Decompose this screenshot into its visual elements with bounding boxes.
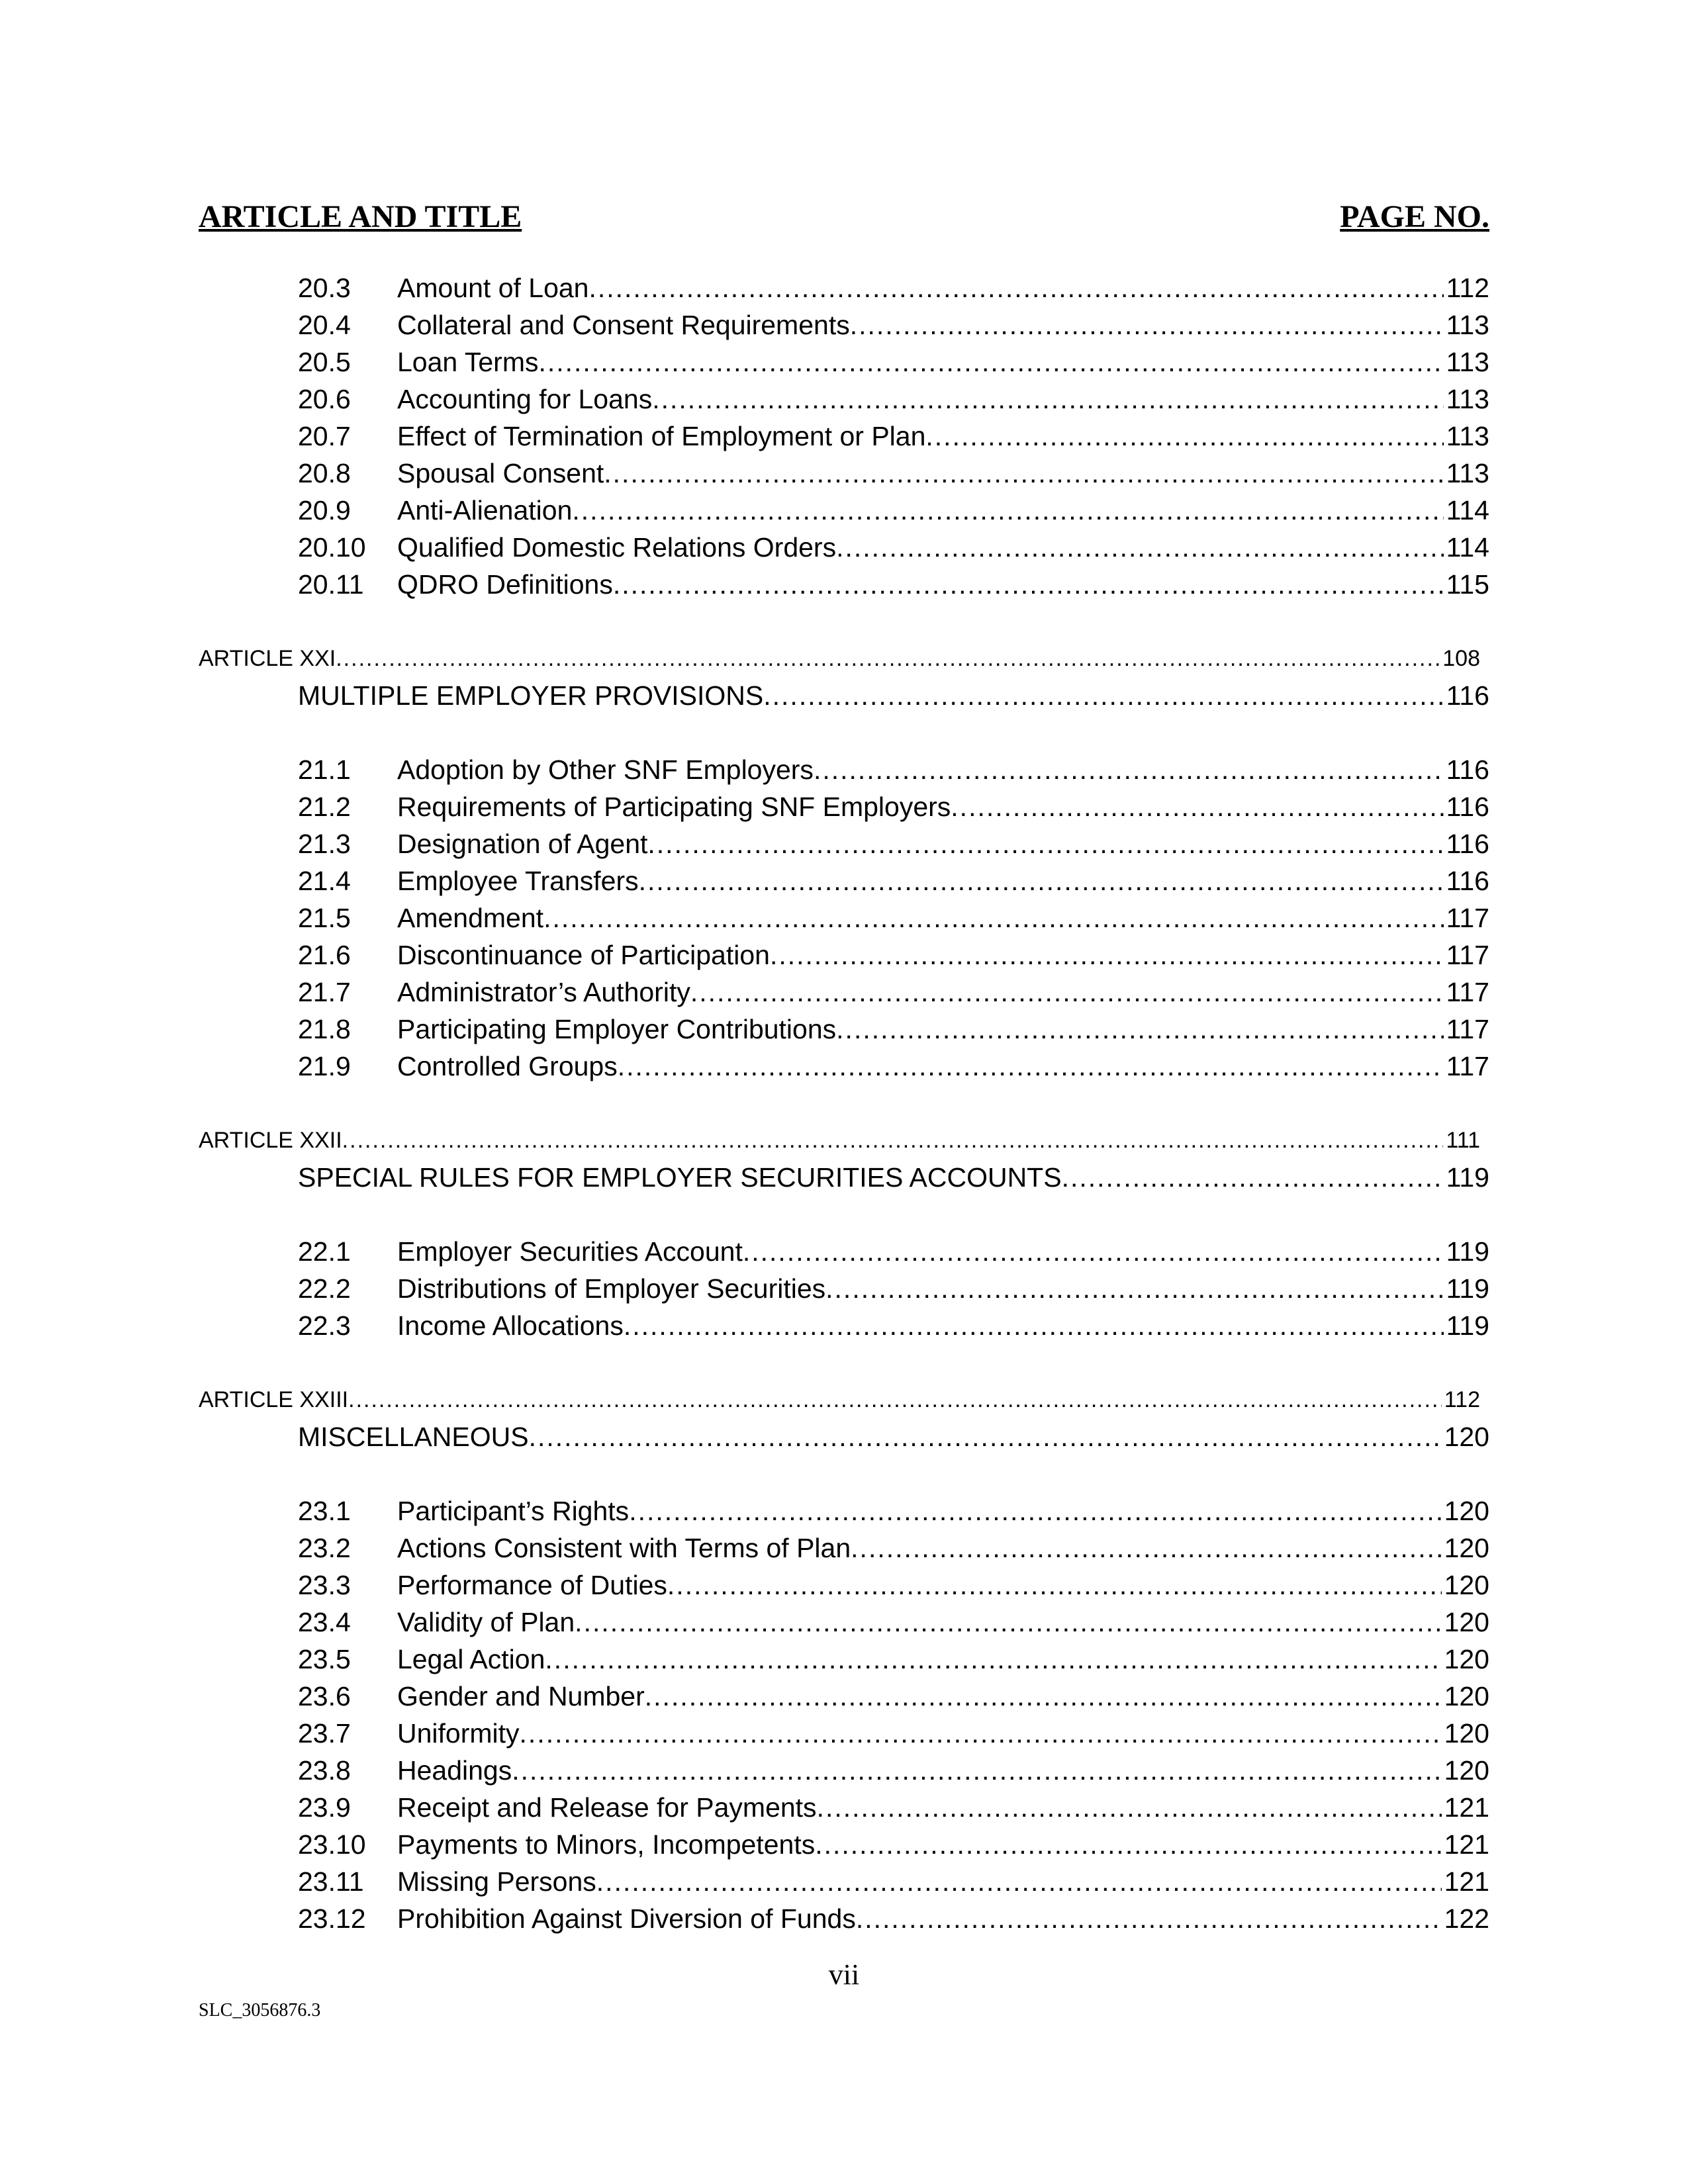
section-title: Employee Transfers	[397, 866, 639, 896]
dot-leader	[538, 344, 1443, 380]
dot-leader	[856, 1901, 1442, 1936]
toc-entry[interactable]	[298, 1604, 1489, 1640]
dot-leader	[336, 641, 1440, 676]
section-title: Spousal Consent	[397, 458, 604, 488]
section-number: 23.6	[298, 1681, 351, 1711]
document-id: SLC_3056876.3	[199, 2000, 321, 2021]
toc-entry[interactable]	[298, 567, 1489, 602]
page-number: 113	[1446, 458, 1489, 488]
dot-leader	[652, 381, 1443, 417]
page-number: 117	[1446, 1051, 1489, 1081]
page-number: 120	[1444, 1570, 1489, 1600]
page-number: 119	[1446, 1273, 1489, 1304]
dot-leader	[647, 826, 1443, 862]
section-title: Loan Terms	[397, 347, 539, 377]
toc-entry[interactable]	[298, 1678, 1489, 1714]
page-number: 121	[1444, 1866, 1489, 1897]
toc-article-title[interactable]	[298, 1160, 1489, 1195]
dot-leader	[850, 307, 1444, 343]
section-title: QDRO Definitions	[397, 569, 613, 600]
article-title: MISCELLANEOUS	[298, 1422, 529, 1452]
dot-leader	[545, 1641, 1441, 1677]
section-number: 23.10	[298, 1829, 366, 1860]
article-label: ARTICLE XXIII	[199, 1387, 349, 1412]
toc-entry[interactable]	[298, 418, 1489, 454]
toc-entry[interactable]	[298, 826, 1489, 862]
section-title: Headings	[397, 1755, 512, 1786]
toc-entry[interactable]	[298, 974, 1489, 1010]
section-title: Legal Action	[397, 1644, 545, 1674]
section-title: Amount of Loan	[397, 273, 589, 303]
section-number: 20.7	[298, 421, 351, 451]
dot-leader	[667, 1567, 1442, 1603]
page-number: 113	[1446, 310, 1489, 340]
dot-leader	[836, 529, 1444, 565]
page-number: 116	[1446, 866, 1489, 896]
section-number: 22.2	[298, 1273, 351, 1304]
page-number: 115	[1446, 569, 1489, 600]
page-number: 120	[1444, 1755, 1489, 1786]
section-number: 21.9	[298, 1051, 351, 1081]
toc-entry[interactable]	[298, 1864, 1489, 1899]
dot-leader	[1062, 1160, 1444, 1195]
dot-leader	[836, 1011, 1443, 1047]
toc-entry[interactable]	[298, 381, 1489, 417]
section-number: 21.3	[298, 829, 351, 859]
section-number: 23.12	[298, 1903, 366, 1934]
section-title: Gender and Number	[397, 1681, 645, 1711]
section-number: 23.11	[298, 1866, 364, 1897]
dot-leader	[520, 1715, 1442, 1751]
section-number: 22.1	[298, 1236, 351, 1267]
page-number: 120	[1444, 1607, 1489, 1637]
section-title: Receipt and Release for Payments	[397, 1792, 817, 1823]
toc-entry[interactable]	[298, 1271, 1489, 1306]
toc-entry[interactable]	[298, 529, 1489, 565]
page-folio: vii	[828, 1958, 860, 1991]
dot-leader	[763, 678, 1443, 713]
article-label: ARTICLE XXI	[199, 646, 336, 671]
dot-leader	[815, 1827, 1441, 1862]
page-number: 113	[1446, 384, 1489, 414]
article-title: MULTIPLE EMPLOYER PROVISIONS	[298, 680, 764, 711]
toc-entry[interactable]	[298, 752, 1489, 788]
section-title: Actions Consistent with Terms of Plan	[397, 1533, 851, 1563]
section-number: 20.8	[298, 458, 351, 488]
header-page-no: PAGE NO.	[1340, 199, 1489, 234]
dot-leader	[512, 1752, 1441, 1788]
page-number: 120	[1444, 1681, 1489, 1711]
toc-entry[interactable]	[298, 1493, 1489, 1529]
toc-article-xxii[interactable]	[199, 1122, 1489, 1158]
dot-leader	[618, 1048, 1444, 1084]
page-number: 119	[1446, 1310, 1489, 1341]
section-title: Performance of Duties	[397, 1570, 667, 1600]
toc-entry[interactable]	[298, 1901, 1489, 1936]
section-title: Anti-Alienation	[397, 495, 573, 525]
article-title: SPECIAL RULES FOR EMPLOYER SECURITIES ACCOUNTS	[298, 1162, 1062, 1193]
dot-leader	[529, 1419, 1442, 1455]
page-number: 120	[1444, 1718, 1489, 1749]
section-title: Qualified Domestic Relations Orders	[397, 532, 837, 563]
section-number: 23.3	[298, 1570, 351, 1600]
dot-leader	[543, 900, 1444, 936]
toc-entry[interactable]	[298, 1641, 1489, 1677]
page-number: 121	[1444, 1792, 1489, 1823]
toc-article-title[interactable]	[298, 1419, 1489, 1455]
toc-entry[interactable]	[298, 1048, 1489, 1084]
section-number: 20.10	[298, 532, 366, 563]
section-number: 23.2	[298, 1533, 351, 1563]
toc-entry[interactable]	[298, 937, 1489, 973]
section-title: Discontinuance of Participation	[397, 940, 770, 970]
dot-leader	[613, 567, 1444, 602]
page-number: 113	[1446, 347, 1489, 377]
dot-leader	[770, 937, 1444, 973]
section-number: 20.4	[298, 310, 351, 340]
toc-entry[interactable]	[298, 1567, 1489, 1603]
page-number: 116	[1446, 754, 1489, 785]
header-article-and-title: ARTICLE AND TITLE	[199, 199, 522, 234]
page-number: 119	[1446, 1162, 1489, 1193]
section-title: Administrator’s Authority	[397, 977, 690, 1007]
dot-leader	[588, 270, 1443, 306]
toc-entry[interactable]	[298, 1234, 1489, 1269]
dot-leader	[348, 1382, 1442, 1418]
section-title: Designation of Agent	[397, 829, 648, 859]
page-number: 112	[1446, 273, 1489, 303]
toc-entry[interactable]	[298, 492, 1489, 528]
dot-leader	[825, 1271, 1443, 1306]
toc-entry[interactable]	[298, 1715, 1489, 1751]
section-number: 23.7	[298, 1718, 351, 1749]
page-number: 116	[1446, 792, 1489, 822]
toc-entry[interactable]	[298, 307, 1489, 343]
dot-leader	[624, 1308, 1444, 1343]
toc-entry[interactable]	[298, 455, 1489, 491]
section-number: 21.7	[298, 977, 351, 1007]
dot-leader	[342, 1122, 1444, 1158]
dot-leader	[690, 974, 1444, 1010]
page-number: 120	[1444, 1422, 1489, 1452]
section-title: Validity of Plan	[397, 1607, 575, 1637]
section-title: Effect of Termination of Employment or Plan	[397, 421, 926, 451]
section-number: 20.9	[298, 495, 351, 525]
toc-article-xxi[interactable]	[199, 641, 1489, 676]
toc-entry[interactable]	[298, 270, 1489, 306]
toc-entry[interactable]	[298, 1752, 1489, 1788]
section-number: 23.8	[298, 1755, 351, 1786]
page-number: 111	[1446, 1128, 1480, 1153]
page-number: 122	[1444, 1903, 1489, 1934]
toc-article-xxiii[interactable]	[199, 1382, 1489, 1418]
toc-entry[interactable]	[298, 863, 1489, 899]
dot-leader	[814, 752, 1444, 788]
page-number: 119	[1446, 1236, 1489, 1267]
section-title: Adoption by Other SNF Employers	[397, 754, 814, 785]
dot-leader	[645, 1678, 1442, 1714]
dot-leader	[639, 863, 1444, 899]
toc-article-title[interactable]	[298, 678, 1489, 713]
section-number: 20.6	[298, 384, 351, 414]
section-title: Missing Persons	[397, 1866, 596, 1897]
section-number: 21.2	[298, 792, 351, 822]
section-number: 21.1	[298, 754, 351, 785]
page-number: 114	[1446, 495, 1489, 525]
toc-entry[interactable]	[298, 900, 1489, 936]
page-number: 117	[1446, 977, 1489, 1007]
section-title: Payments to Minors, Incompetents	[397, 1829, 816, 1860]
section-number: 23.4	[298, 1607, 351, 1637]
page-number: 113	[1446, 421, 1489, 451]
section-title: Distributions of Employer Securities	[397, 1273, 826, 1304]
section-title: Controlled Groups	[397, 1051, 618, 1081]
section-number: 23.5	[298, 1644, 351, 1674]
page-number: 108	[1442, 646, 1480, 671]
toc-entry[interactable]	[298, 1011, 1489, 1047]
dot-leader	[572, 492, 1443, 528]
page-number: 120	[1444, 1496, 1489, 1526]
page-number: 116	[1446, 680, 1489, 711]
section-title: Collateral and Consent Requirements	[397, 310, 850, 340]
section-title: Participant’s Rights	[397, 1496, 630, 1526]
section-title: Amendment	[397, 903, 544, 933]
dot-leader	[951, 789, 1443, 825]
dot-leader	[629, 1493, 1441, 1529]
page-number: 117	[1446, 903, 1489, 933]
section-title: Uniformity	[397, 1718, 520, 1749]
section-title: Accounting for Loans	[397, 384, 653, 414]
page-number: 121	[1444, 1829, 1489, 1860]
section-number: 23.9	[298, 1792, 351, 1823]
section-number: 22.3	[298, 1310, 351, 1341]
page-number: 120	[1444, 1644, 1489, 1674]
section-number: 20.5	[298, 347, 351, 377]
section-number: 21.4	[298, 866, 351, 896]
dot-leader	[817, 1790, 1442, 1825]
section-number: 23.1	[298, 1496, 351, 1526]
section-title: Income Allocations	[397, 1310, 624, 1341]
page-number: 117	[1446, 940, 1489, 970]
page-number: 116	[1446, 829, 1489, 859]
page-number: 114	[1446, 532, 1489, 563]
toc-entry[interactable]	[298, 1530, 1489, 1566]
section-title: Employer Securities Account	[397, 1236, 743, 1267]
dot-leader	[743, 1234, 1444, 1269]
section-number: 21.5	[298, 903, 351, 933]
section-title: Prohibition Against Diversion of Funds	[397, 1903, 856, 1934]
dot-leader	[925, 418, 1443, 454]
dot-leader	[604, 455, 1443, 491]
article-label: ARTICLE XXII	[199, 1128, 342, 1153]
section-number: 20.3	[298, 273, 351, 303]
section-number: 20.11	[298, 569, 364, 600]
section-title: Requirements of Participating SNF Employers	[397, 792, 951, 822]
dot-leader	[596, 1864, 1442, 1899]
section-number: 21.6	[298, 940, 351, 970]
toc-entry[interactable]	[298, 1827, 1489, 1862]
toc-entry[interactable]	[298, 344, 1489, 380]
page-number: 117	[1446, 1014, 1489, 1044]
section-number: 21.8	[298, 1014, 351, 1044]
dot-leader	[575, 1604, 1441, 1640]
section-title: Participating Employer Contributions	[397, 1014, 837, 1044]
toc-entry[interactable]	[298, 1308, 1489, 1343]
page-number: 112	[1444, 1387, 1480, 1412]
toc-entry[interactable]	[298, 789, 1489, 825]
page-number: 120	[1444, 1533, 1489, 1563]
dot-leader	[851, 1530, 1441, 1566]
toc-entry[interactable]	[298, 1790, 1489, 1825]
